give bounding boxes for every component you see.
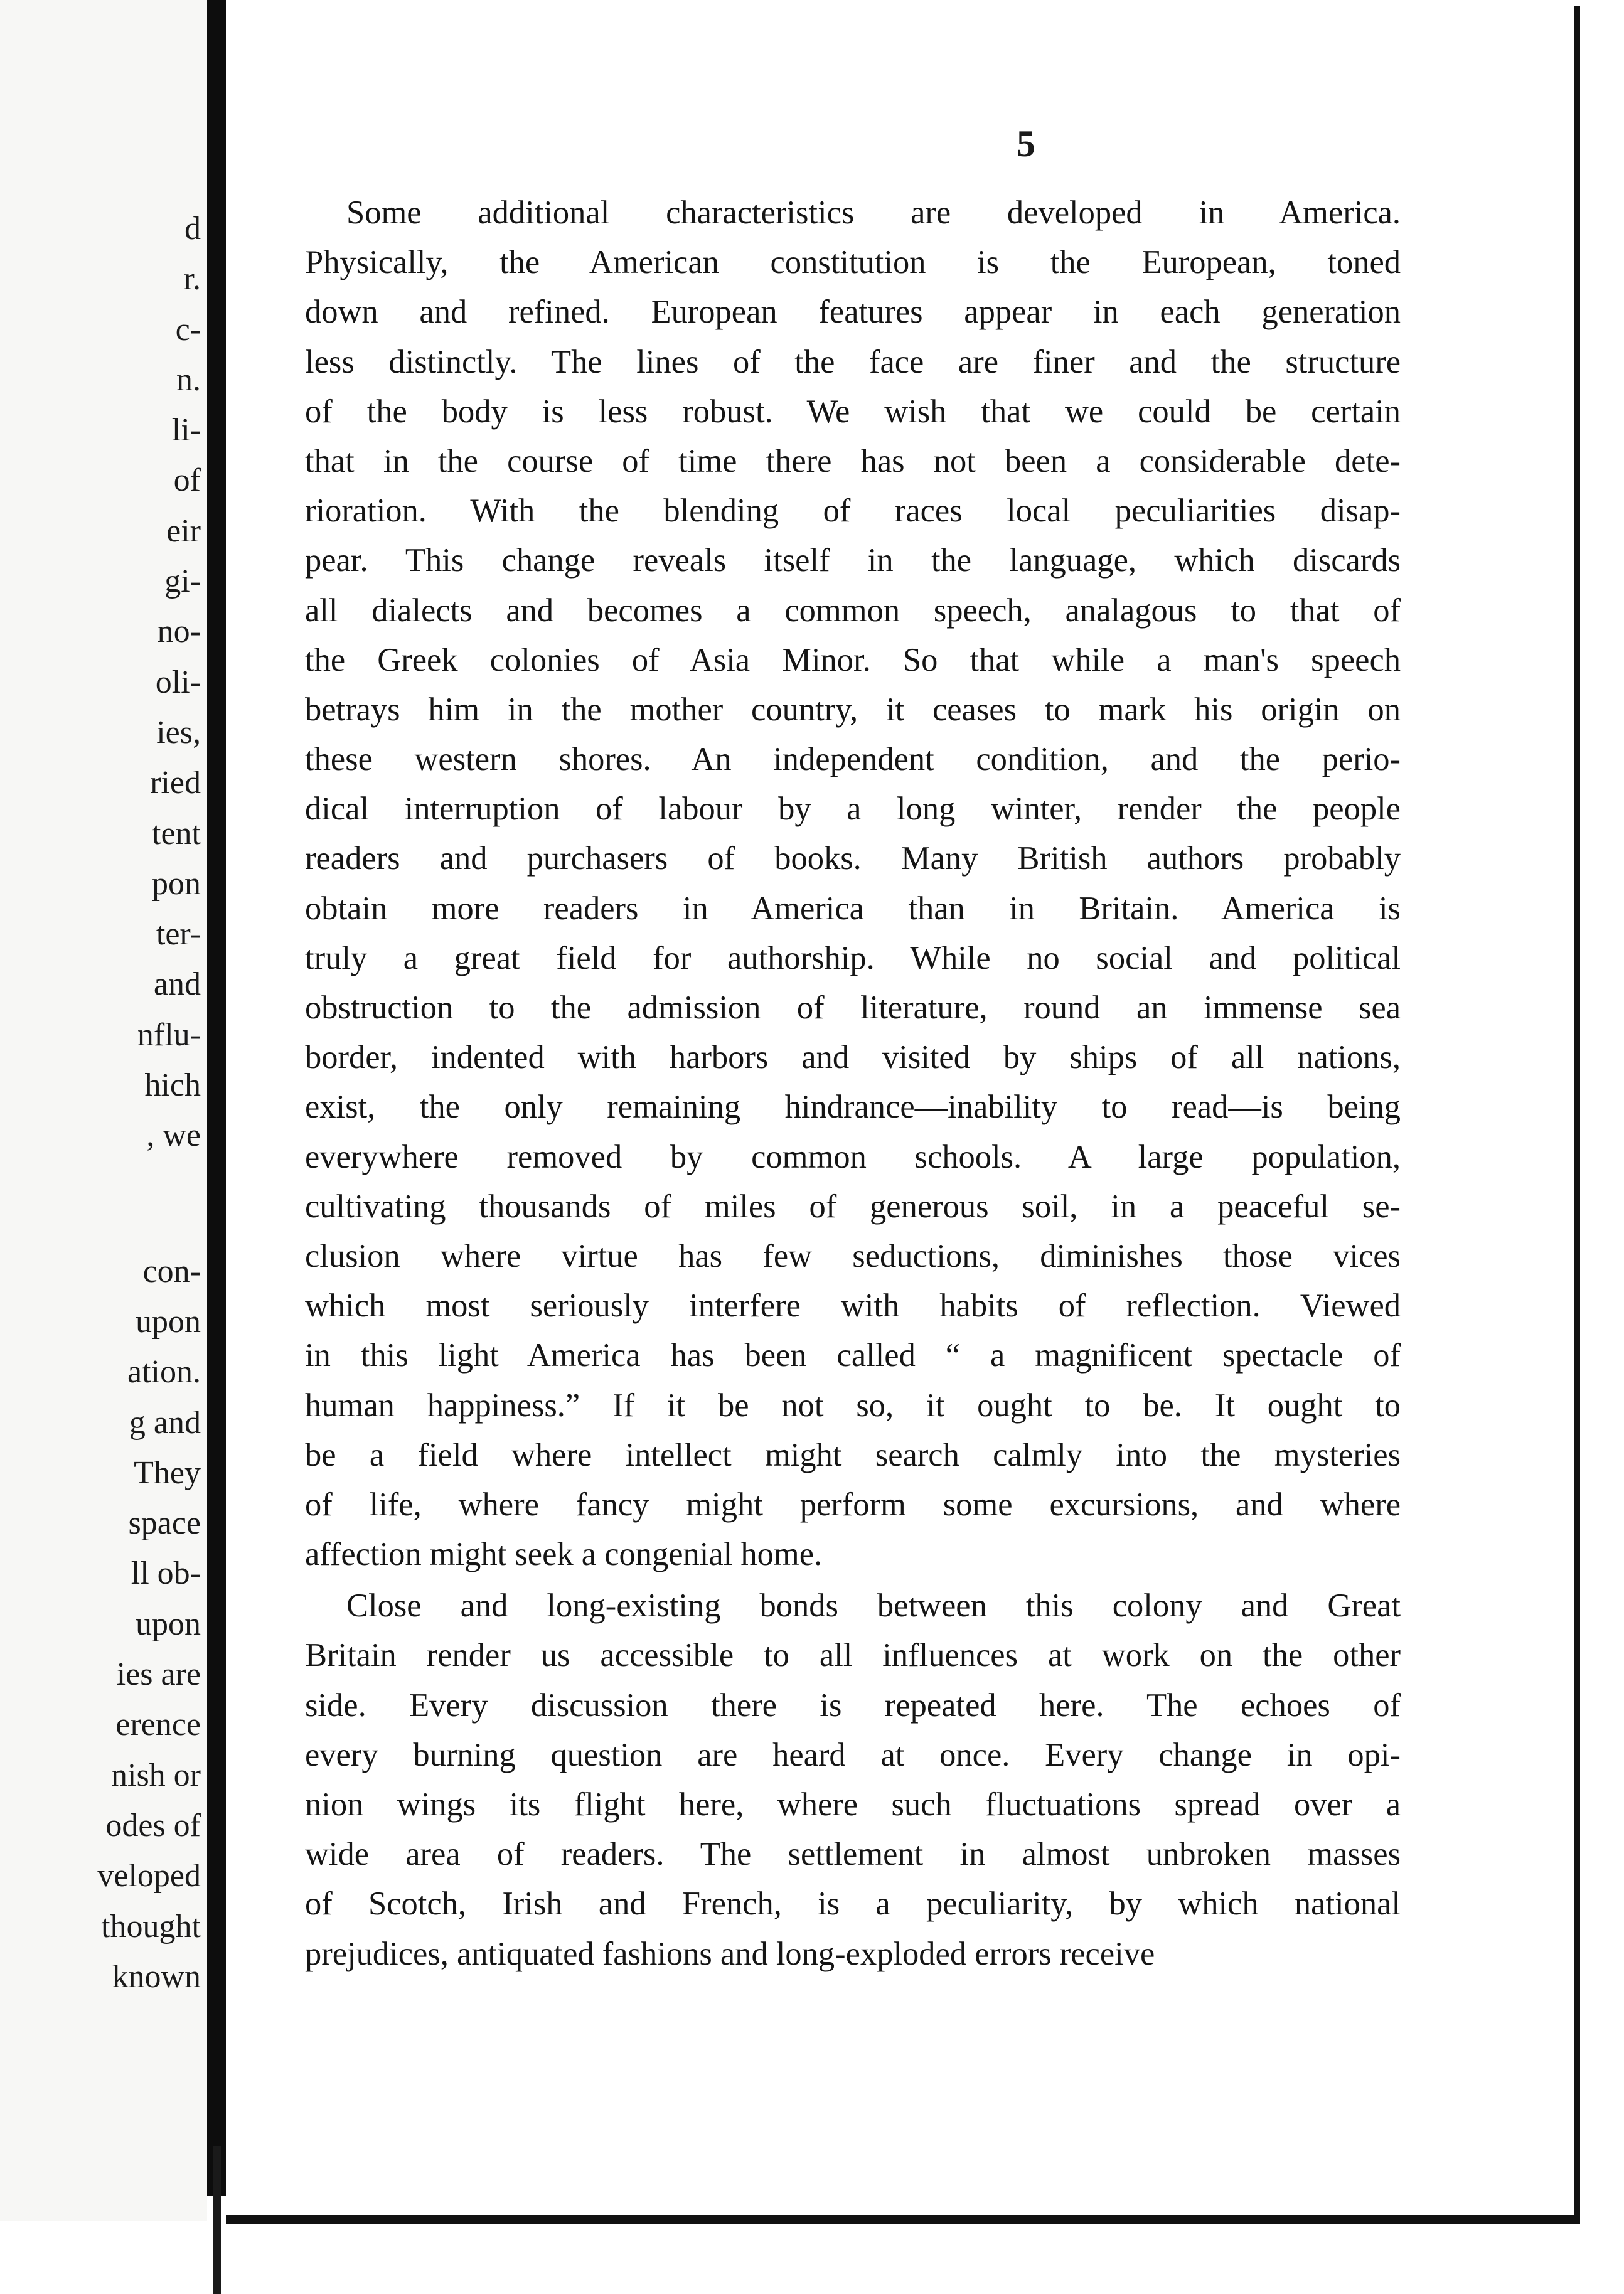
- facing-page-line: thought: [101, 1908, 201, 1945]
- facing-page-line: n.: [176, 361, 201, 398]
- facing-page-line: and: [153, 966, 201, 1003]
- text-line: truly a great field for authorship. While no social and political: [305, 939, 1401, 976]
- facing-page-line: , we: [146, 1118, 201, 1154]
- page-body: [305, 188, 1401, 1979]
- facing-page-line: veloped: [97, 1858, 201, 1894]
- facing-page-line: known: [112, 1958, 201, 1995]
- text-line: Britain render us accessible to all influences at work on the other: [305, 1637, 1401, 1674]
- text-line: wide area of readers. The settlement in almost unbroken masses: [305, 1836, 1401, 1873]
- gutter-shadow: [213, 2146, 221, 2294]
- text-line: clusion where virtue has few seductions, diminishes those vices: [305, 1237, 1401, 1274]
- text-line: which most seriously interfere with habits of reflection. Viewed: [305, 1288, 1401, 1325]
- facing-page-line: erence: [115, 1707, 201, 1743]
- text-line: less distinctly. The lines of the face are finer and the structure: [305, 343, 1401, 380]
- text-line: the Greek colonies of Asia Minor. So that while a man's speech: [305, 641, 1401, 678]
- facing-page-line: no-: [157, 614, 201, 650]
- facing-page-line: upon: [136, 1303, 201, 1340]
- text-line: Some additional characteristics are developed in America.: [346, 195, 1401, 231]
- text-line: exist, the only remaining hindrance—inability to read—is being: [305, 1089, 1401, 1126]
- facing-page-line: ried: [150, 765, 201, 801]
- facing-page-line: They: [134, 1454, 201, 1491]
- text-line: down and refined. European features appear in each generation: [305, 294, 1401, 331]
- facing-page-line: eir: [166, 513, 201, 549]
- text-line: that in the course of time there has not been a considerable dete-: [305, 442, 1401, 479]
- text-line: of Scotch, Irish and French, is a peculiarity, by which national: [305, 1886, 1401, 1923]
- facing-page-line: tent: [152, 815, 201, 851]
- text-line: human happiness.” If it be not so, it ought to be. It ought to: [305, 1387, 1401, 1424]
- text-line: all dialects and becomes a common speech, analagous to that of: [305, 592, 1401, 629]
- text-line: of life, where fancy might perform some excursions, and where: [305, 1486, 1401, 1523]
- text-line: prejudices, antiquated fashions and long-exploded errors receive: [305, 1935, 1155, 1972]
- text-line: of the body is less robust. We wish that we could be certain: [305, 393, 1401, 430]
- facing-page-line: ter-: [156, 916, 201, 952]
- paragraph: [305, 188, 1401, 1579]
- facing-page-line: ies are: [116, 1656, 201, 1693]
- text-line: pear. This change reveals itself in the language, which discards: [305, 542, 1401, 579]
- facing-page-line: nflu-: [137, 1016, 201, 1053]
- facing-page-line: d: [184, 211, 201, 247]
- text-line: readers and purchasers of books. Many British authors probably: [305, 840, 1401, 877]
- text-line: every burning question are heard at once. Every change in opi-: [305, 1736, 1401, 1773]
- facing-page-line: space: [128, 1505, 201, 1542]
- text-line: rioration. With the blending of races local peculiarities disap-: [305, 493, 1401, 530]
- text-line: Physically, the American constitution is the European, toned: [305, 244, 1401, 281]
- facing-page-line: g and: [129, 1404, 201, 1441]
- facing-page-line: con-: [142, 1253, 201, 1289]
- text-line: in this light America has been called “ a magnificent spectacle of: [305, 1337, 1401, 1374]
- text-line: border, indented with harbors and visited by ships of all nations,: [305, 1039, 1401, 1076]
- text-line: cultivating thousands of miles of generous soil, in a peaceful se-: [305, 1188, 1401, 1225]
- facing-page-line: r.: [183, 261, 201, 297]
- text-line: obtain more readers in America than in Britain. America is: [305, 890, 1401, 927]
- page-number: 5: [1017, 123, 1035, 164]
- text-line: nion wings its flight here, where such fluctuations spread over a: [305, 1786, 1401, 1823]
- paragraph: [305, 1581, 1401, 1979]
- text-line: be a field where intellect might search calmly into the mysteries: [305, 1436, 1401, 1473]
- facing-page-line: ation.: [127, 1354, 201, 1390]
- facing-page-line: ll ob-: [131, 1555, 201, 1592]
- text-line: affection might seek a congenial home.: [305, 1536, 823, 1573]
- text-line: these western shores. An independent condition, and the perio-: [305, 741, 1401, 778]
- text-line: everywhere removed by common schools. A large population,: [305, 1138, 1401, 1175]
- facing-page-line: upon: [136, 1606, 201, 1642]
- facing-page-line: pon: [152, 865, 201, 902]
- facing-page-line: odes of: [105, 1807, 201, 1843]
- text-line: Close and long-existing bonds between this colony and Great: [346, 1587, 1401, 1624]
- facing-page-text: [0, 204, 201, 2002]
- facing-page-line: gi-: [164, 563, 201, 600]
- page-gutter: [207, 0, 226, 2196]
- facing-page-line: of: [173, 462, 201, 499]
- facing-page-line: [0, 1161, 201, 1247]
- facing-page-line: oli-: [155, 664, 201, 700]
- facing-page-fragment: [0, 0, 207, 2221]
- facing-page-line: hich: [144, 1067, 201, 1104]
- text-line: obstruction to the admission of literature, round an immense sea: [305, 990, 1401, 1026]
- facing-page-line: c-: [175, 311, 201, 348]
- facing-page-line: li-: [171, 412, 201, 449]
- text-line: dical interruption of labour by a long winter, render the people: [305, 791, 1401, 828]
- text-line: side. Every discussion there is repeated here. The echoes of: [305, 1687, 1401, 1724]
- text-line: betrays him in the mother country, it ceases to mark his origin on: [305, 691, 1401, 728]
- facing-page-line: nish or: [111, 1757, 201, 1793]
- facing-page-line: ies,: [156, 714, 201, 750]
